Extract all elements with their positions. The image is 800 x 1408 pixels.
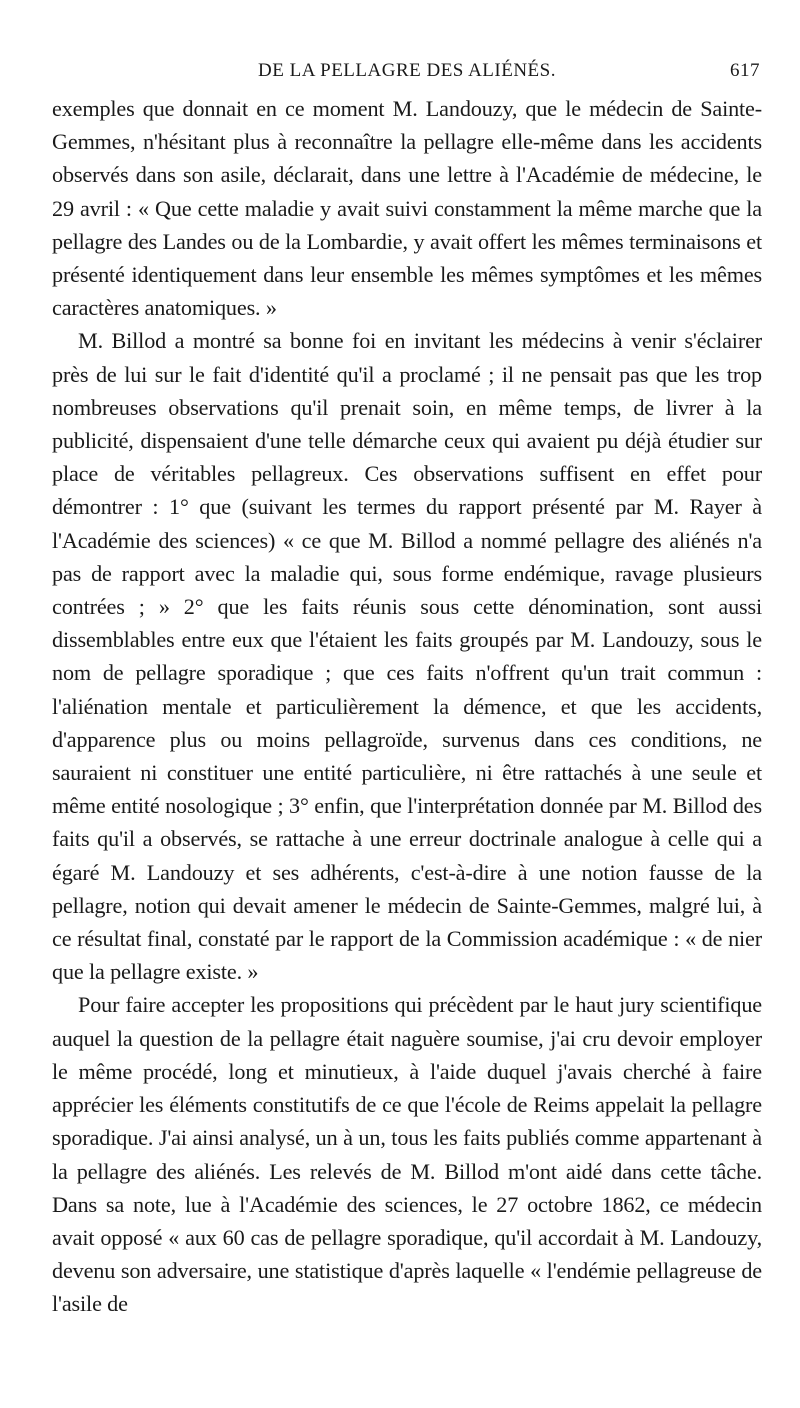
running-title: DE LA PELLAGRE DES ALIÉNÉS.: [258, 60, 556, 81]
body-text: [52, 92, 762, 1321]
paragraph-propositions: Pour faire accepter les propositions qui précèdent par le haut jury scientifique auquel la question de la pellagre était naguère soumise, j'ai cru devoir employer le même procédé, long et minutieux, à l'aide duquel j'avais cherché à faire apprécier les éléments constitutifs de ce que l'école de Reims appelait la pellagre sporadique. J'ai ainsi analysé, un à un, tous les faits publiés comme appartenant à la pellagre des aliénés. Les relevés de M. Billod m'ont aidé dans cette tâche. Dans sa note, lue à l'Académie des sciences, le 27 octobre 1862, ce médecin avait opposé « aux 60 cas de pellagre sporadique, qu'il accordait à M. Landouzy, devenu son adversaire, une statistique d'après laquelle « l'endémie pellagreuse de l'asile de: [52, 992, 762, 1317]
paragraph-billod: M. Billod a montré sa bonne foi en invitant les médecins à venir s'éclairer près de lui sur le fait d'identité qu'il a proclamé ; il ne pensait pas que les trop nombreuses observations qu'il prenait soin, en même temps, de livrer à la publicité, dispensaient d'une telle démarche ceux qui avaient pu déjà étudier sur place de véritables pellagreux. Ces observations suffisent en effet pour démontrer : 1° que (suivant les termes du rapport présenté par M. Rayer à l'Académie des sciences) « ce que M. Billod a nommé pellagre des aliénés n'a pas de rapport avec la maladie qui, sous forme endémique, ravage plusieurs contrées ; » 2° que les faits réunis sous cette dénomination, sont aussi dissemblables entre eux que l'étaient les faits groupés par M. Landouzy, sous le nom de pellagre sporadique ; que ces faits n'offrent qu'un trait commun : l'aliénation mentale et particulièrement la démence, et que les accidents, d'apparence plus ou moins pellagroïde, survenus dans ces conditions, ne sauraient ni constituer une entité particulière, ni être rattachés à une seule et même entité nosologique ; 3° enfin, que l'interprétation donnée par M. Billod des faits qu'il a observés, se rattache à une erreur doctrinale analogue à celle qui a égaré M. Landouzy et ses adhérents, c'est-à-dire à une notion fausse de la pellagre, notion qui devait amener le médecin de Sainte-Gemmes, malgré lui, à ce résultat final, constaté par le rapport de la Commission académique : « de nier que la pellagre existe. »: [52, 328, 762, 985]
page-number: 617: [730, 60, 760, 81]
running-header: [52, 50, 762, 88]
book-page: [52, 0, 762, 1408]
paragraph-continuation: exemples que donnait en ce moment M. Landouzy, que le médecin de Sainte-Gemmes, n'hésitant plus à reconnaître la pellagre elle-même dans les accidents observés dans son asile, déclarait, dans une lettre à l'Académie de médecine, le 29 avril : « Que cette maladie y avait suivi constamment la même marche que la pellagre des Landes ou de la Lombardie, y avait offert les mêmes terminaisons et présenté identiquement dans leur ensemble les mêmes symptômes et les mêmes caractères anatomiques. »: [52, 96, 762, 321]
